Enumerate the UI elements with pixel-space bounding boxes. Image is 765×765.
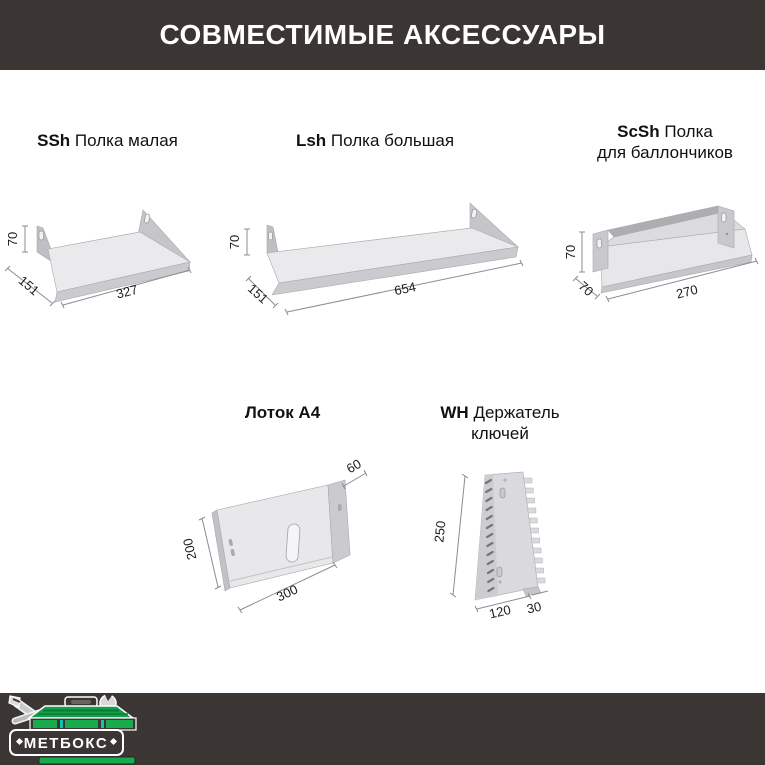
a4-front-face xyxy=(217,485,333,588)
svg-text:30: 30 xyxy=(525,598,543,617)
scsh-left-plate xyxy=(593,230,608,272)
lsh-drawing xyxy=(222,185,552,330)
ssh-shape xyxy=(37,210,190,302)
mounting-hole xyxy=(500,488,505,498)
scsh-right-plate xyxy=(718,206,734,248)
svg-text:654: 654 xyxy=(392,279,418,299)
lsh-code: Lsh xyxy=(295,131,327,150)
scsh-code: ScSh xyxy=(617,122,660,141)
toolbox-icon xyxy=(29,697,136,730)
ssh-drawing xyxy=(0,185,215,320)
svg-text:327: 327 xyxy=(114,281,140,302)
svg-text:70: 70 xyxy=(563,244,578,260)
wh-height-dim-line xyxy=(450,474,468,597)
svg-text:70: 70 xyxy=(575,278,597,300)
lsh-label xyxy=(255,130,495,151)
mounting-hole xyxy=(269,232,273,240)
ssh-height-dim-line xyxy=(22,226,28,252)
rivet-dot xyxy=(498,580,501,583)
toolbox-lid xyxy=(29,706,133,718)
a4-code: Лоток А4 xyxy=(244,403,321,422)
logo-plaque xyxy=(10,730,123,755)
svg-text:60: 60 xyxy=(343,455,364,477)
wh-code: WH xyxy=(440,403,469,422)
scsh-height-dim-line xyxy=(579,232,585,272)
lsh-shape xyxy=(267,203,518,295)
lsh-name: Полка большая xyxy=(330,131,455,150)
a4-shape xyxy=(212,480,350,591)
a4-side-slot xyxy=(338,504,342,511)
svg-text:151: 151 xyxy=(244,280,272,307)
scsh-shape xyxy=(593,206,752,293)
mounting-hole xyxy=(722,213,727,222)
svg-text:151: 151 xyxy=(15,272,43,299)
scsh-label: ScSh Полка для баллончиков xyxy=(597,122,733,163)
rivet-dot xyxy=(503,478,506,481)
a4-tray-drawing xyxy=(175,440,405,630)
svg-text:70: 70 xyxy=(227,234,242,250)
scsh-drawing xyxy=(558,185,763,320)
metbox-logo xyxy=(5,693,180,765)
footer xyxy=(0,693,765,765)
logo-text: МЕТБОКС xyxy=(23,735,109,752)
rivet-dot xyxy=(726,233,729,236)
header xyxy=(0,0,765,70)
svg-text:300: 300 xyxy=(274,581,301,605)
wh-label: WH Держатель ключей xyxy=(440,403,560,444)
svg-text:120: 120 xyxy=(487,601,513,622)
svg-text:270: 270 xyxy=(674,281,700,302)
svg-text:250: 250 xyxy=(431,519,449,544)
ssh-name: Полка малая xyxy=(74,131,178,150)
a4-center-slot xyxy=(286,524,301,563)
page-title: СОВМЕСТИМЫЕ АКСЕССУАРЫ xyxy=(159,19,606,50)
logo-underline-bar xyxy=(39,757,135,764)
ssh-label xyxy=(0,130,215,151)
mounting-hole xyxy=(39,231,44,240)
mounting-hole xyxy=(497,567,502,577)
wh-shape xyxy=(475,472,545,600)
a4-label xyxy=(185,402,380,423)
svg-text:200: 200 xyxy=(179,536,200,562)
ssh-code: SSh xyxy=(37,131,71,150)
wh-drawing xyxy=(420,448,600,638)
lsh-height-dim-line xyxy=(244,229,250,255)
svg-text:70: 70 xyxy=(5,231,20,247)
mounting-hole xyxy=(597,239,602,248)
